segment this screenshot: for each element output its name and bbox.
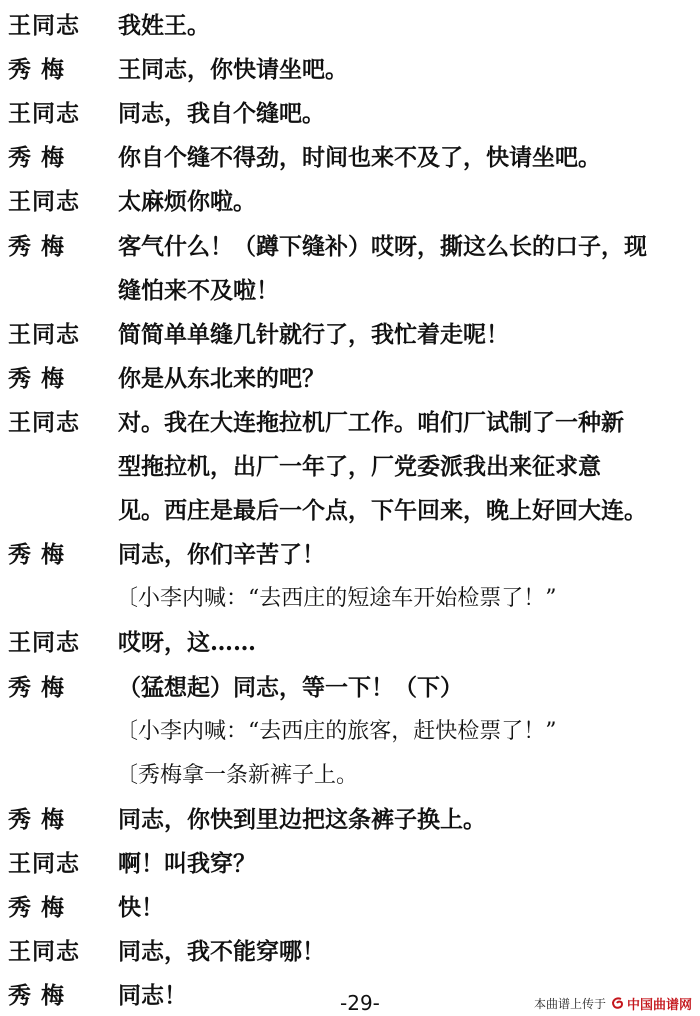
speaker-name: 秀 梅: [8, 56, 66, 84]
speaker-name: 王同志: [8, 408, 80, 436]
dialogue-text: 同志，你快到里边把这条裤子换上。: [118, 805, 486, 833]
speaker-name: 王同志: [8, 12, 80, 39]
dialogue-line: [0, 227, 700, 267]
stage-direction-line: [0, 756, 700, 796]
dialogue-line: [0, 800, 700, 840]
dialogue-line: [0, 932, 700, 972]
dialogue-line: [0, 182, 700, 222]
dialogue-line: [0, 668, 700, 708]
dialogue-text: （猛想起）同志，等一下！（下）: [118, 673, 463, 701]
speaker-name: 王同志: [8, 629, 80, 657]
speaker-name: 秀 梅: [8, 144, 66, 172]
speaker-name: 秀 梅: [8, 894, 66, 921]
speaker-name: 王同志: [8, 188, 80, 216]
dialogue-text: 同志，我不能穿哪！: [118, 938, 325, 966]
speaker-name: 秀 梅: [8, 982, 66, 1010]
speaker-name: 王同志: [8, 100, 80, 128]
speaker-name: 秀 梅: [8, 364, 66, 392]
stage-direction-text: 〔秀梅拿一条新裤子上。: [116, 762, 359, 788]
dialogue-text: 缝怕来不及啦！: [118, 276, 279, 304]
footer-credit: 本曲谱上传于: [533, 996, 606, 1011]
speaker-name: 秀 梅: [8, 673, 66, 701]
dialogue-text: 同志，你们辛苦了！: [118, 541, 325, 569]
stage-direction-line: [0, 579, 700, 619]
dialogue-line: [0, 359, 700, 399]
dialogue-line: [0, 447, 700, 487]
stage-direction-line: [0, 712, 700, 752]
dialogue-line: [0, 50, 700, 90]
dialogue-text: 我姓王。: [118, 12, 210, 39]
footer-watermark: [534, 992, 692, 1014]
speaker-name: 王同志: [8, 849, 80, 877]
page-number: -29-: [340, 991, 380, 1015]
dialogue-line: [0, 403, 700, 443]
speaker-name: 秀 梅: [8, 232, 66, 260]
dialogue-text: 同志，我自个缝吧。: [118, 100, 325, 128]
dialogue-text: 哎呀，这……: [118, 629, 256, 657]
speaker-name: 秀 梅: [8, 541, 66, 569]
dialogue-text: 王同志，你快请坐吧。: [118, 56, 348, 84]
dialogue-line: [0, 888, 700, 928]
dialogue-text: 你是从东北来的吧？: [118, 364, 325, 392]
dialogue-text: 见。西庄是最后一个点，下午回来，晚上好回大连。: [118, 497, 647, 525]
dialogue-line: [0, 844, 700, 884]
dialogue-line: [0, 138, 700, 178]
dialogue-text: 同志！: [118, 982, 187, 1010]
dialogue-line: [0, 94, 700, 134]
dialogue-line: [0, 623, 700, 663]
dialogue-line: [0, 491, 700, 531]
dialogue-text: 你自个缝不得劲，时间也来不及了，快请坐吧。: [118, 144, 601, 172]
dialogue-text: 太麻烦你啦。: [118, 188, 256, 216]
dialogue-line: [0, 6, 700, 46]
dialogue-line: [0, 535, 700, 575]
dialogue-text: 客气什么！（蹲下缝补）哎呀，撕这么长的口子，现: [118, 232, 647, 260]
dialogue-text: 简简单单缝几针就行了，我忙着走呢！: [118, 320, 509, 348]
speaker-name: 王同志: [8, 938, 80, 966]
dialogue-text: 快！: [118, 894, 164, 921]
speaker-name: 秀 梅: [8, 805, 66, 833]
swirl-logo-icon: [610, 996, 624, 1010]
dialogue-text: 对。我在大连拖拉机厂工作。咱们厂试制了一种新: [118, 408, 624, 436]
stage-direction-text: 〔小李内喊：“去西庄的短途车开始检票了！”: [116, 586, 557, 612]
dialogue-text: 型拖拉机，出厂一年了，厂党委派我出来征求意: [118, 453, 601, 480]
footer-site-name: 中国曲谱网: [626, 997, 692, 1013]
dialogue-line: [0, 271, 700, 311]
dialogue-text: 啊！叫我穿？: [118, 849, 256, 877]
dialogue-line: [0, 315, 700, 355]
stage-direction-text: 〔小李内喊：“去西庄的旅客，赶快检票了！”: [116, 718, 557, 744]
speaker-name: 王同志: [8, 320, 80, 348]
